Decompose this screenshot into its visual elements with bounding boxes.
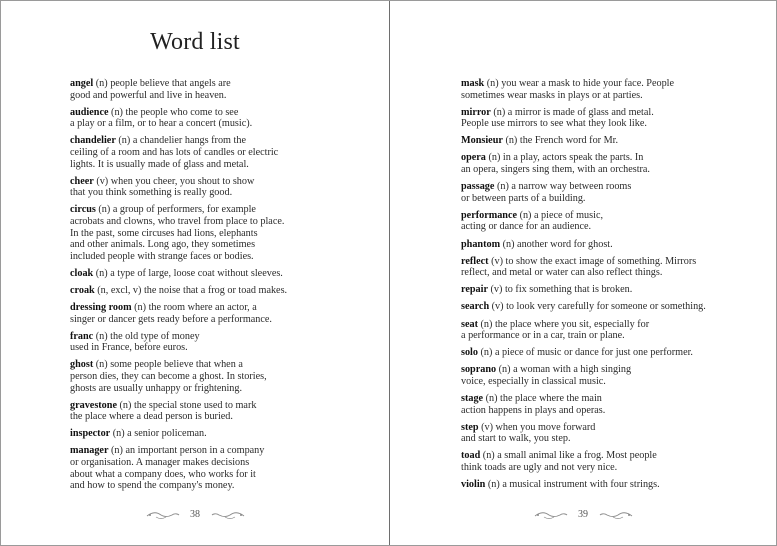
entry-line	[461, 364, 761, 376]
definition-text: used in France, before euros.	[70, 342, 188, 354]
page-title: Word list	[150, 29, 240, 55]
ornament-right-icon	[211, 510, 245, 520]
word-entry	[461, 256, 761, 279]
word-entry	[461, 479, 761, 491]
word-entry	[461, 135, 761, 147]
entry-line	[461, 347, 761, 359]
entry-line	[461, 193, 761, 205]
entry-line	[70, 359, 370, 371]
entry-line	[461, 301, 761, 313]
word-entry	[70, 285, 370, 297]
word-entry	[461, 181, 761, 204]
entry-line	[70, 371, 370, 383]
headword: cheer	[70, 175, 94, 187]
entry-line	[461, 181, 761, 193]
definition-text: (n, excl, v) the noise that a frog or toad makes.	[94, 284, 288, 296]
entry-line	[461, 107, 761, 119]
definition-text: (n) the place where the main	[483, 392, 602, 404]
word-entry	[461, 347, 761, 359]
word-entry	[70, 107, 370, 130]
definition-text: (n) a musical instrument with four strings.	[485, 479, 660, 491]
entry-line	[70, 135, 370, 147]
definition-text: (n) the people who come to see	[108, 106, 239, 118]
entry-line	[70, 314, 370, 326]
entry-line	[70, 216, 370, 228]
headword: mask	[461, 78, 485, 89]
ornament-left-icon	[146, 510, 180, 520]
headword: croak	[70, 284, 95, 296]
definition-text: (n) a narrow way between rooms	[494, 181, 632, 193]
entry-line	[461, 319, 761, 331]
headword: phantom	[461, 238, 501, 250]
entry-line	[461, 135, 761, 147]
entry-line	[70, 118, 370, 130]
word-entry	[70, 204, 370, 262]
entry-line	[461, 479, 761, 491]
entry-line	[70, 176, 370, 188]
headword: soprano	[461, 364, 497, 376]
headword: opera	[461, 152, 486, 164]
word-entry	[461, 210, 761, 233]
entry-line	[461, 164, 761, 176]
definition-text: (n) a type of large, loose coat without sleeves.	[93, 267, 283, 279]
entry-line	[461, 284, 761, 296]
headword: chandelier	[70, 135, 116, 147]
word-entry	[461, 364, 761, 387]
definition-text: (n) a woman with a high singing	[496, 364, 632, 376]
word-entry	[70, 428, 370, 440]
definition-text: (n) a chandelier hangs from the	[115, 135, 246, 147]
entry-line	[461, 267, 761, 279]
definition-text: the place where a dead person is buried.	[70, 411, 233, 423]
definition-text: and how to spend the company's money.	[70, 480, 235, 492]
definition-text: (n) an important person in a company	[108, 445, 265, 457]
entry-line	[70, 187, 370, 199]
definition-text: acrobats and clowns, who travel from place to place.	[70, 215, 285, 227]
definition-text: think toads are ugly and not very nice.	[461, 461, 618, 473]
headword: audience	[70, 106, 109, 118]
definition-text: (n) the French word for Mr.	[502, 135, 619, 147]
entry-line	[461, 405, 761, 417]
definition-text: (n) a small animal like a frog. Most people	[480, 450, 657, 462]
definition-text: that you think something is really good.	[70, 187, 233, 199]
definition-text: a performance or in a car, train or plane.	[461, 330, 625, 342]
headword: manager	[70, 445, 109, 457]
entry-line	[70, 159, 370, 171]
page-number: 38	[190, 509, 200, 521]
entry-line	[70, 400, 370, 412]
right-page-footer	[390, 509, 776, 520]
word-entry	[70, 359, 370, 394]
headword: solo	[461, 347, 478, 359]
ornament-right-icon	[599, 510, 633, 520]
word-entry	[461, 284, 761, 296]
entry-line	[461, 330, 761, 342]
right-word-list	[461, 78, 761, 496]
entry-line	[70, 78, 370, 90]
definition-text: (n) a senior policeman.	[110, 428, 207, 440]
headword: franc	[70, 330, 94, 342]
left-page-footer	[1, 509, 389, 520]
definition-text: a play or a film, or to hear a concert (music).	[70, 118, 253, 130]
word-entry	[461, 422, 761, 445]
definition-text: action happens in plays and operas.	[461, 404, 606, 416]
page-number: 39	[578, 509, 588, 521]
definition-text: sometimes wear masks in plays or at parties.	[461, 89, 643, 101]
headword: circus	[70, 204, 96, 216]
definition-text: (n) the old type of money	[93, 330, 200, 342]
definition-text: (n) the place where you sit, especially for	[477, 318, 650, 330]
definition-text: included people with strange faces or bodies.	[70, 250, 254, 262]
word-entry	[461, 301, 761, 313]
headword: toad	[461, 450, 481, 462]
entry-line	[70, 90, 370, 102]
definition-text: ghosts are usually unhappy or frightening.	[70, 382, 243, 394]
entry-line	[70, 480, 370, 492]
word-entry	[461, 239, 761, 251]
entry-line	[461, 210, 761, 222]
definition-text: (n) a group of performers, for example	[95, 204, 256, 216]
headword: reflect	[461, 255, 489, 267]
definition-text: person dies, they can become a ghost. In stories,	[70, 370, 267, 382]
entry-line	[461, 462, 761, 474]
headword: passage	[461, 181, 495, 193]
entry-line	[461, 422, 761, 434]
entry-line	[70, 239, 370, 251]
definition-text: voice, especially in classical music.	[461, 375, 606, 387]
definition-text: (n) a mirror is made of glass and metal.	[490, 106, 654, 118]
definition-text: In the past, some circuses had lions, elephants	[70, 227, 258, 239]
entry-line	[70, 107, 370, 119]
definition-text: (v) when you move forward	[478, 421, 596, 433]
definition-text: or organisation. A manager makes decisions	[70, 457, 250, 469]
definition-text: (n) the special stone used to mark	[116, 399, 257, 411]
entry-line	[70, 204, 370, 216]
word-entry	[70, 176, 370, 199]
definition-text: (n) you wear a mask to hide your face. People	[484, 78, 675, 89]
word-entry	[461, 152, 761, 175]
definition-text: singer or dancer gets ready before a performance.	[70, 313, 272, 325]
definition-text: about what a company does, who works for it	[70, 468, 256, 480]
headword: search	[461, 301, 490, 313]
word-entry	[70, 302, 370, 325]
ornament-left-icon	[534, 510, 568, 520]
headword: stage	[461, 392, 484, 404]
word-entry	[70, 268, 370, 280]
entry-line	[70, 428, 370, 440]
headword: inspector	[70, 428, 111, 440]
entry-line	[70, 411, 370, 423]
word-entry	[461, 107, 761, 130]
definition-text: reflect, and metal or water can also reflect things.	[461, 267, 663, 279]
definition-text: (n) a piece of music or dance for just one performer.	[477, 347, 693, 359]
headword: mirror	[461, 106, 491, 118]
definition-text: and other animals. Long ago, they sometimes	[70, 239, 256, 251]
word-entry	[461, 78, 761, 101]
entry-line	[70, 302, 370, 314]
definition-text: (n) some people believe that when a	[93, 359, 243, 371]
entry-line	[70, 445, 370, 457]
definition-text: (v) when you cheer, you shout to show	[93, 175, 255, 187]
entry-line	[461, 256, 761, 268]
word-entry	[70, 78, 370, 101]
left-page	[1, 1, 389, 545]
word-entry	[70, 400, 370, 423]
definition-text: and start to walk, you step.	[461, 433, 571, 445]
definition-text: lights. It is usually made of glass and metal.	[70, 158, 249, 170]
entry-line	[461, 78, 761, 90]
entry-line	[70, 147, 370, 159]
entry-line	[70, 383, 370, 395]
entry-line	[70, 228, 370, 240]
word-entry	[70, 445, 370, 491]
definition-text: (n) a piece of music,	[517, 209, 604, 221]
definition-text: (v) to show the exact image of something. Mirrors	[488, 255, 697, 267]
entry-line	[70, 457, 370, 469]
headword: seat	[461, 318, 478, 330]
entry-line	[461, 152, 761, 164]
entry-line	[461, 221, 761, 233]
word-entry	[70, 135, 370, 170]
definition-text: (n) the room where an actor, a	[131, 302, 257, 313]
entry-line	[70, 268, 370, 280]
entry-line	[461, 118, 761, 130]
definition-text: (n) in a play, actors speak the parts. In	[485, 152, 644, 164]
definition-text: (n) another word for ghost.	[500, 238, 613, 250]
left-word-list	[70, 78, 370, 497]
definition-text: (v) to fix something that is broken.	[487, 284, 633, 296]
right-page	[390, 1, 776, 545]
headword: violin	[461, 479, 486, 491]
entry-line	[70, 469, 370, 481]
headword: performance	[461, 209, 518, 221]
entry-line	[461, 239, 761, 251]
headword: cloak	[70, 267, 94, 279]
definition-text: (n) people believe that angels are	[93, 78, 231, 89]
definition-text: ceiling of a room and has lots of candles or electric	[70, 146, 279, 158]
word-entry	[70, 331, 370, 354]
entry-line	[70, 251, 370, 263]
definition-text: acting or dance for an audience.	[461, 221, 592, 233]
entry-line	[70, 342, 370, 354]
headword: gravestone	[70, 399, 117, 411]
headword: angel	[70, 78, 94, 89]
headword: Monsieur	[461, 135, 503, 147]
definition-text: good and powerful and live in heaven.	[70, 89, 227, 101]
headword: step	[461, 421, 479, 433]
entry-line	[461, 376, 761, 388]
definition-text: People use mirrors to see what they look like.	[461, 118, 647, 130]
word-entry	[461, 393, 761, 416]
definition-text: (v) to look very carefully for someone or something.	[489, 301, 706, 313]
definition-text: or between parts of a building.	[461, 192, 586, 204]
entry-line	[461, 433, 761, 445]
headword: dressing room	[70, 302, 132, 313]
headword: ghost	[70, 359, 94, 371]
word-entry	[461, 450, 761, 473]
entry-line	[461, 90, 761, 102]
entry-line	[461, 393, 761, 405]
definition-text: an opera, singers sing them, with an orchestra.	[461, 164, 650, 176]
word-entry	[461, 319, 761, 342]
entry-line	[461, 450, 761, 462]
entry-line	[70, 331, 370, 343]
headword: repair	[461, 284, 488, 296]
entry-line	[70, 285, 370, 297]
